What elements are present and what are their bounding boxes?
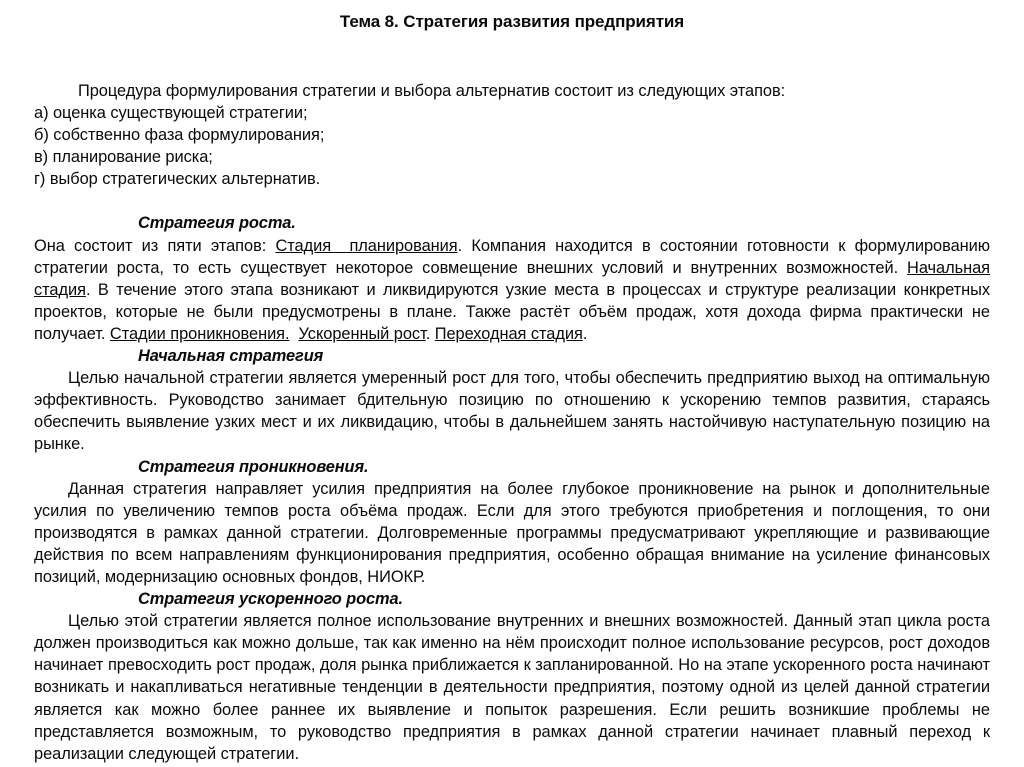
underlined-term-transitional-stage: Переходная стадия <box>434 324 583 343</box>
section-heading-accelerated-growth-strategy: Стратегия ускоренного роста. <box>138 590 403 609</box>
intro-list-item-a: а) оценка существующей стратегии; <box>34 104 308 123</box>
intro-list-item-g: г) выбор стратегических альтернатив. <box>34 170 321 189</box>
growth-text-3: . В течение этого этапа возникают и ликвидируются узкие места в процессах и структуре реализации конкретных проектов, которые не были предусмотрены в плане. Также растёт объём продаж, хотя дохода фирма практически не получает. <box>34 280 990 343</box>
underlined-term-penetration-stages: Стадии проникновения. <box>109 324 290 343</box>
underlined-term-accelerated-growth: Ускоренный рост <box>298 324 426 343</box>
section-heading-initial-strategy: Начальная стратегия <box>138 347 324 366</box>
growth-text-1: Она состоит из пяти этапов: <box>34 236 276 255</box>
growth-text-6: . <box>582 324 588 343</box>
section-heading-growth-strategy: Стратегия роста. <box>138 214 296 233</box>
section-body-initial-strategy: Целью начальной стратегии является умеренный рост для того, чтобы обеспечить предприятию выход на оптимальную эффективность. Руководство занимает бдительную позицию по отношению к ускорению темпов развития, стараясь обеспечить выявление узких мест и их ликвидацию, чтобы в дальнейшем занять настойчивую наступательную позицию на рынке. <box>34 369 990 454</box>
intro-lead-paragraph: Процедура формулирования стратегии и выбора альтернатив состоит из следующих этапов: <box>78 82 786 100</box>
section-body-growth-strategy <box>34 235 990 345</box>
section-heading-penetration-strategy: Стратегия проникновения. <box>138 457 369 476</box>
growth-text-2: . Компания находится в состоянии готовности к формулированию стратегии роста, то есть существует некоторое совмещение внешних условий и внутренних возможностей. <box>34 236 990 277</box>
underlined-term-initial-stage: Начальная стадия <box>34 258 990 299</box>
intro-list-item-b: б) собственно фаза формулирования; <box>34 126 325 145</box>
document-body <box>34 80 990 765</box>
growth-text-4 <box>290 325 299 343</box>
underlined-term-planning-stage: Стадия планирования <box>275 236 458 255</box>
intro-list-item-v: в) планирование риска; <box>34 148 213 167</box>
growth-text-5: . <box>425 324 435 343</box>
section-body-penetration-strategy: Данная стратегия направляет усилия предприятия на более глубокое проникновение на рынок и дополнительные усилия по увеличению темпов роста объёма продаж. Если для этого требуются приобретения и поглощения, то они производятся в рамках данной стратегии. Долговременные программы предусматривают укрепляющие и развивающие действия по всем направлениям функционирования предприятия, особенно обращая внимание на усиление финансовых позиций, модернизацию основных фондов, НИОКР. <box>34 479 990 586</box>
page-title: Тема 8. Стратегия развития предприятия <box>339 12 685 31</box>
section-body-accelerated-growth-strategy: Целью этой стратегии является полное использование внутренних и внешних возможностей. Данный этап цикла роста должен производиться как можно дольше, так как именно на нём происходит полное использование ресурсов, рост доходов начинает превосходить рост продаж, доля рынка приближается к запланированной. Но на этапе ускоренного роста начинают возникать и накапливаться негативные тенденции в деятельности предприятия, поэтому одной из целей данной стратегии является как можно более раннее их выявление и попыток разрешения. Если решить возникшие проблемы не представляется возможным, то руководство предприятия в рамках данной стратегии начинает плавный переход к реализации следующей стратегии. <box>34 612 990 763</box>
